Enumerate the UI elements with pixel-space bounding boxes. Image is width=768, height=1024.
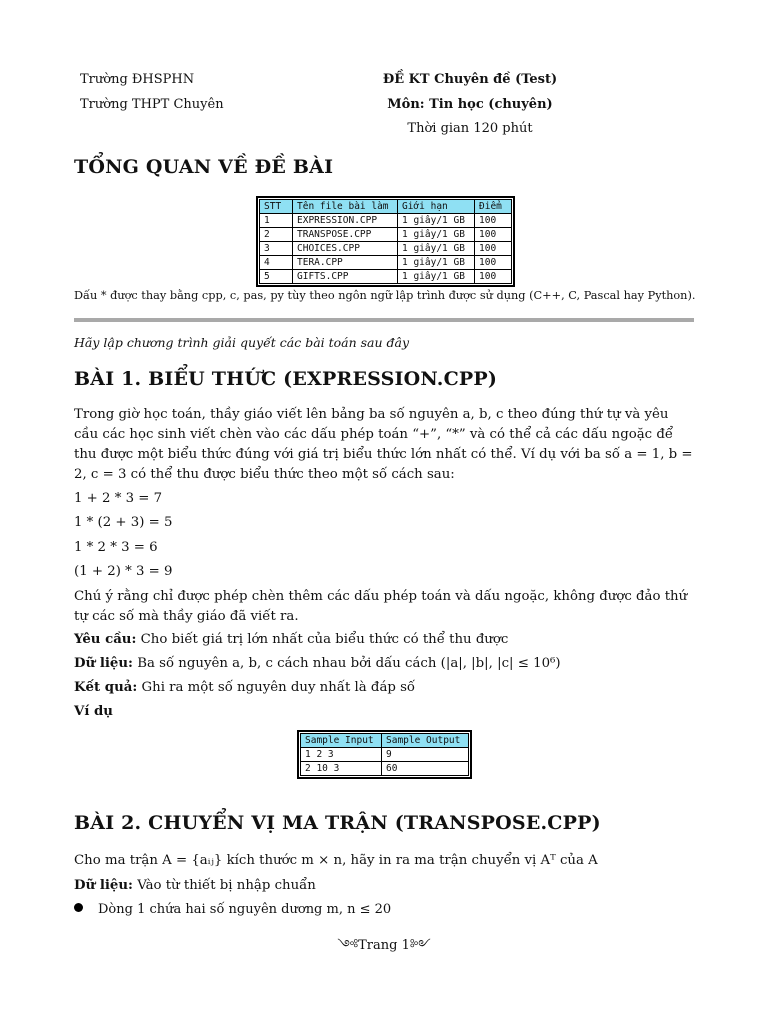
cell: 2: [260, 228, 293, 242]
exam-subject: Môn: Tin học (chuyên): [387, 97, 553, 112]
cell: CHOICES.CPP: [293, 242, 398, 256]
cell: 9: [382, 748, 469, 762]
cell: 100: [475, 256, 512, 270]
problem2-bullet-1: [74, 902, 391, 917]
cell: 2 10 3: [301, 762, 382, 776]
cell: 100: [475, 214, 512, 228]
table-header-row: [301, 734, 469, 748]
cell: 100: [475, 242, 512, 256]
cell: 1: [260, 214, 293, 228]
col-header-score: Điểm: [475, 200, 512, 214]
cell: EXPRESSION.CPP: [293, 214, 398, 228]
problem2-title: BÀI 2. CHUYỂN VỊ MA TRẬN (TRANSPOSE.CPP): [74, 812, 601, 834]
overview-title: TỔNG QUAN VỀ ĐỀ BÀI: [74, 156, 334, 178]
cell: 4: [260, 256, 293, 270]
table-row: [260, 242, 512, 256]
table-row: [260, 256, 512, 270]
cell: TERA.CPP: [293, 256, 398, 270]
cell: 1 giây/1 GB: [398, 242, 475, 256]
cell: 100: [475, 228, 512, 242]
cell: 100: [475, 270, 512, 284]
table-row: [301, 762, 469, 776]
sample-table: [300, 733, 469, 776]
cell: 60: [382, 762, 469, 776]
output-label: Kết quả:: [74, 680, 138, 695]
problem1-output: [74, 680, 415, 695]
overview-table: [259, 199, 512, 284]
problem2-input: [74, 878, 316, 893]
table-row: [260, 270, 512, 284]
input-text: Vào từ thiết bị nhập chuẩn: [132, 878, 316, 893]
cell: 3: [260, 242, 293, 256]
example-expression-3: 1 * 2 * 3 = 6: [74, 540, 158, 555]
output-text: Ghi ra một số nguyên duy nhất là đáp số: [137, 680, 416, 695]
table-row: [301, 748, 469, 762]
problem1-input: [74, 656, 561, 671]
cell: 1 giây/1 GB: [398, 256, 475, 270]
input-label: Dữ liệu:: [74, 656, 133, 671]
exam-title: ĐỀ KT Chuyên đề (Test): [382, 72, 558, 87]
example-expression-4: (1 + 2) * 3 = 9: [74, 564, 173, 579]
table-row: [260, 228, 512, 242]
col-header-stt: STT: [260, 200, 293, 214]
input-label: Dữ liệu:: [74, 878, 133, 893]
col-header-sample-output: Sample Output: [382, 734, 469, 748]
problem1-title: BÀI 1. BIỂU THỨC (EXPRESSION.CPP): [74, 368, 498, 390]
problem1-statement: Trong giờ học toán, thầy giáo viết lên bảng ba số nguyên a, b, c theo đúng thứ tự và yêu cầu các học sinh viết chèn vào các dấu phép toán “+”, “*” và có thể cả các dấu ngoặc để thu được một biểu thức đúng với giá trị biểu thức lớn nhất có thể. Ví dụ với ba số a = 1, b = 2, c = 3 có thể thu được biểu thức theo một số cách sau:: [74, 407, 693, 482]
school-name-1: Trường ĐHSPHN: [80, 72, 195, 87]
problem2-statement: Cho ma trận A = {aᵢⱼ} kích thước m × n, hãy in ra ma trận chuyển vị Aᵀ của A: [74, 853, 598, 868]
section-divider: [74, 318, 694, 322]
input-text: Ba số nguyên a, b, c cách nhau bởi dấu cách (|a|, |b|, |c| ≤ 10⁶): [132, 656, 561, 671]
cell: 5: [260, 270, 293, 284]
bullet-icon: [74, 903, 83, 912]
school-name-2: Trường THPT Chuyên: [80, 97, 224, 112]
requirement-text: Cho biết giá trị lớn nhất của biểu thức có thể thu được: [136, 632, 509, 647]
cell: 1 giây/1 GB: [398, 270, 475, 284]
problem1-note: Chú ý rằng chỉ được phép chèn thêm các dấu phép toán và dấu ngoặc, không được đảo thứ tự các số mà thầy giáo đã viết ra.: [74, 589, 688, 624]
problem1-requirement: [74, 632, 508, 647]
exam-time: Thời gian 120 phút: [407, 121, 533, 136]
col-header-limit: Giới hạn: [398, 200, 475, 214]
cell: TRANSPOSE.CPP: [293, 228, 398, 242]
language-note: Dấu * được thay bằng cpp, c, pas, py tùy theo ngôn ngữ lập trình được sử dụng (C++, C, Pascal hay Python).: [74, 289, 696, 302]
example-expression-2: 1 * (2 + 3) = 5: [74, 515, 173, 530]
page-footer: ༺Trang 1༻: [337, 938, 431, 953]
cell: 1 2 3: [301, 748, 382, 762]
table-header-row: [260, 200, 512, 214]
bullet-text: Dòng 1 chứa hai số nguyên dương m, n ≤ 20: [98, 902, 392, 917]
requirement-label: Yêu cầu:: [74, 632, 137, 647]
cell: 1 giây/1 GB: [398, 214, 475, 228]
col-header-sample-input: Sample Input: [301, 734, 382, 748]
table-row: [260, 214, 512, 228]
example-label: Ví dụ: [74, 704, 113, 719]
intro-text: Hãy lập chương trình giải quyết các bài toán sau đây: [74, 335, 410, 350]
cell: 1 giây/1 GB: [398, 228, 475, 242]
cell: GIFTS.CPP: [293, 270, 398, 284]
col-header-filename: Tên file bài làm: [293, 200, 398, 214]
example-expression-1: 1 + 2 * 3 = 7: [74, 491, 163, 506]
